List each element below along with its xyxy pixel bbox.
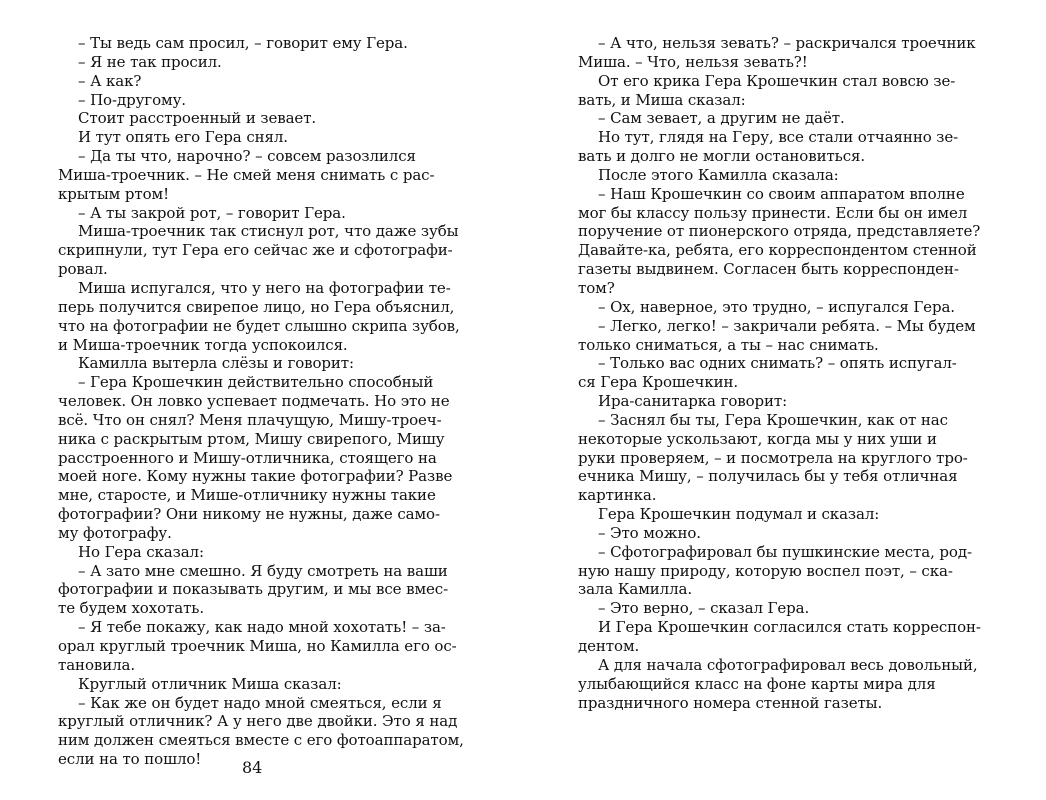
text-line: – По-другому. — [78, 90, 186, 109]
text-line: – Заснял бы ты, Гера Крошечкин, как от нас — [598, 410, 948, 429]
text-line: газеты выдвинем. Согласен быть корреспонден- — [578, 260, 959, 279]
text-line: – Сам зевает, а другим не даёт. — [598, 109, 845, 128]
text-line: После этого Камилла сказала: — [598, 165, 839, 184]
text-line: том? — [578, 278, 615, 297]
text-line: улыбающийся класс на фоне карты мира для — [578, 674, 936, 693]
text-line: – Только вас одних снимать? – опять испугал- — [598, 354, 957, 373]
text-line: орал круглый троечник Миша, но Камилла его ос- — [58, 637, 457, 655]
text-line: – А как? — [78, 71, 142, 90]
text-line: мог бы классу пользу принести. Если бы он имел — [578, 203, 968, 222]
text-line: Миша. – Что, нельзя зевать?! — [578, 52, 808, 71]
text-line: некоторые ускользают, когда мы у них уши и — [578, 429, 937, 448]
text-line: ровал. — [58, 260, 108, 279]
text-line: расстроенного и Мишу-отличника, стоящего на — [58, 448, 437, 467]
text-line: Миша-троечник. – Не смей меня снимать с рас- — [58, 165, 435, 184]
text-line: крытым ртом! — [58, 184, 170, 203]
text-line: И тут опять его Гера снял. — [78, 128, 288, 147]
text-line: скрипнули, тут Гера его сейчас же и сфотографи- — [58, 241, 453, 260]
text-line: Но тут, глядя на Геру, все стали отчаянно зе- — [598, 128, 959, 147]
left-page — [58, 34, 470, 769]
text-line: му фотографу. — [58, 523, 172, 542]
text-line: зала Камилла. — [578, 580, 693, 599]
text-line: те будем хохотать. — [58, 599, 205, 618]
text-line: – Наш Крошечкин со своим аппаратом вполне — [598, 184, 965, 203]
text-line: ную нашу природу, которую воспел поэт, – ска- — [578, 561, 953, 580]
text-line: Камилла вытерла слёзы и говорит: — [78, 354, 354, 373]
text-line: если на то пошло! — [58, 750, 202, 769]
text-line: От его крика Гера Крошечкин стал вовсю зе- — [598, 71, 956, 90]
text-line: – Это можно. — [598, 523, 701, 542]
text-line: Миша испугался, что у него на фотографии те- — [78, 278, 451, 297]
text-line: – Легко, легко! – закричали ребята. – Мы будем — [598, 316, 976, 335]
text-line: поручение от пионерского отряда, представляете? — [578, 222, 981, 241]
text-line: картинка. — [578, 486, 657, 505]
text-line: круглый отличник? А у него две двойки. Это я над — [58, 712, 458, 731]
text-line: – А зато мне смешно. Я буду смотреть на ваши — [78, 561, 448, 580]
text-line: – Сфотографировал бы пушкинские места, род- — [598, 542, 972, 561]
text-line: – А что, нельзя зевать? – раскричался троечник — [598, 34, 976, 52]
text-line: только сниматься, а ты – нас снимать. — [578, 335, 879, 354]
text-line: праздничного номера стенной газеты. — [578, 693, 883, 712]
text-line: – Это верно, – сказал Гера. — [598, 599, 810, 618]
text-line: ника с раскрытым ртом, Мишу свирепого, Мишу — [58, 429, 445, 448]
text-line: Давайте-ка, ребята, его корреспондентом стенной — [578, 241, 977, 260]
text-line: – А ты закрой рот, – говорит Гера. — [78, 203, 346, 222]
page-number: 84 — [242, 758, 263, 777]
text-line: – Ох, наверное, это трудно, – испугался Гера. — [598, 297, 955, 316]
text-line: Круглый отличник Миша сказал: — [78, 674, 342, 693]
text-line: – Я не так просил. — [78, 52, 222, 71]
text-line: человек. Он ловко успевает подмечать. Но это не — [58, 392, 450, 411]
text-line: ечника Мишу, – получилась бы у тебя отличная — [578, 467, 958, 486]
text-line: Гера Крошечкин подумал и сказал: — [598, 505, 880, 524]
text-line: Но Гера сказал: — [78, 542, 204, 561]
text-line: Ира-санитарка говорит: — [598, 392, 788, 411]
text-line: фотографии? Они никому не нужны, даже само- — [58, 505, 440, 524]
text-line: Стоит расстроенный и зевает. — [78, 109, 317, 128]
text-line: – Гера Крошечкин действительно способный — [78, 373, 434, 392]
text-line: вать, и Миша сказал: — [578, 90, 746, 109]
text-line: мне, старосте, и Мише-отличнику нужны такие — [58, 486, 436, 505]
text-line: – Я тебе покажу, как надо мной хохотать! – за- — [78, 618, 446, 637]
text-line: тановила. — [58, 655, 136, 674]
right-page — [578, 34, 1008, 712]
text-line: – Да ты что, нарочно? – совсем разозлился — [78, 147, 416, 166]
text-line: руки проверяем, – и посмотрела на круглого тро- — [578, 448, 968, 467]
text-line: что на фотографии не будет слышно скрипа зубов, — [58, 316, 460, 335]
text-line: и Миша-троечник тогда успокоился. — [58, 335, 348, 354]
text-line: всё. Что он снял? Меня плачущую, Мишу-троеч- — [58, 410, 442, 429]
text-line: ним должен смеяться вместе с его фотоаппаратом, — [58, 731, 464, 750]
text-line: – Ты ведь сам просил, – говорит ему Гера. — [78, 34, 408, 52]
text-line: вать и долго не могли остановиться. — [578, 147, 866, 166]
text-line: фотографии и показывать другим, и мы все вмес- — [58, 580, 449, 599]
text-line: моей ноге. Кому нужны такие фотографии? Разве — [58, 467, 453, 486]
text-line: ся Гера Крошечкин. — [578, 373, 739, 392]
text-line: – Как же он будет надо мной смеяться, если я — [78, 693, 442, 712]
text-line: перь получится свирепое лицо, но Гера объяснил, — [58, 297, 455, 316]
text-line: А для начала сфотографировал весь довольный, — [598, 655, 978, 674]
text-line: дентом. — [578, 637, 640, 655]
text-line: И Гера Крошечкин согласился стать корреспон- — [598, 618, 981, 637]
text-line: Миша-троечник так стиснул рот, что даже зубы — [78, 222, 459, 241]
